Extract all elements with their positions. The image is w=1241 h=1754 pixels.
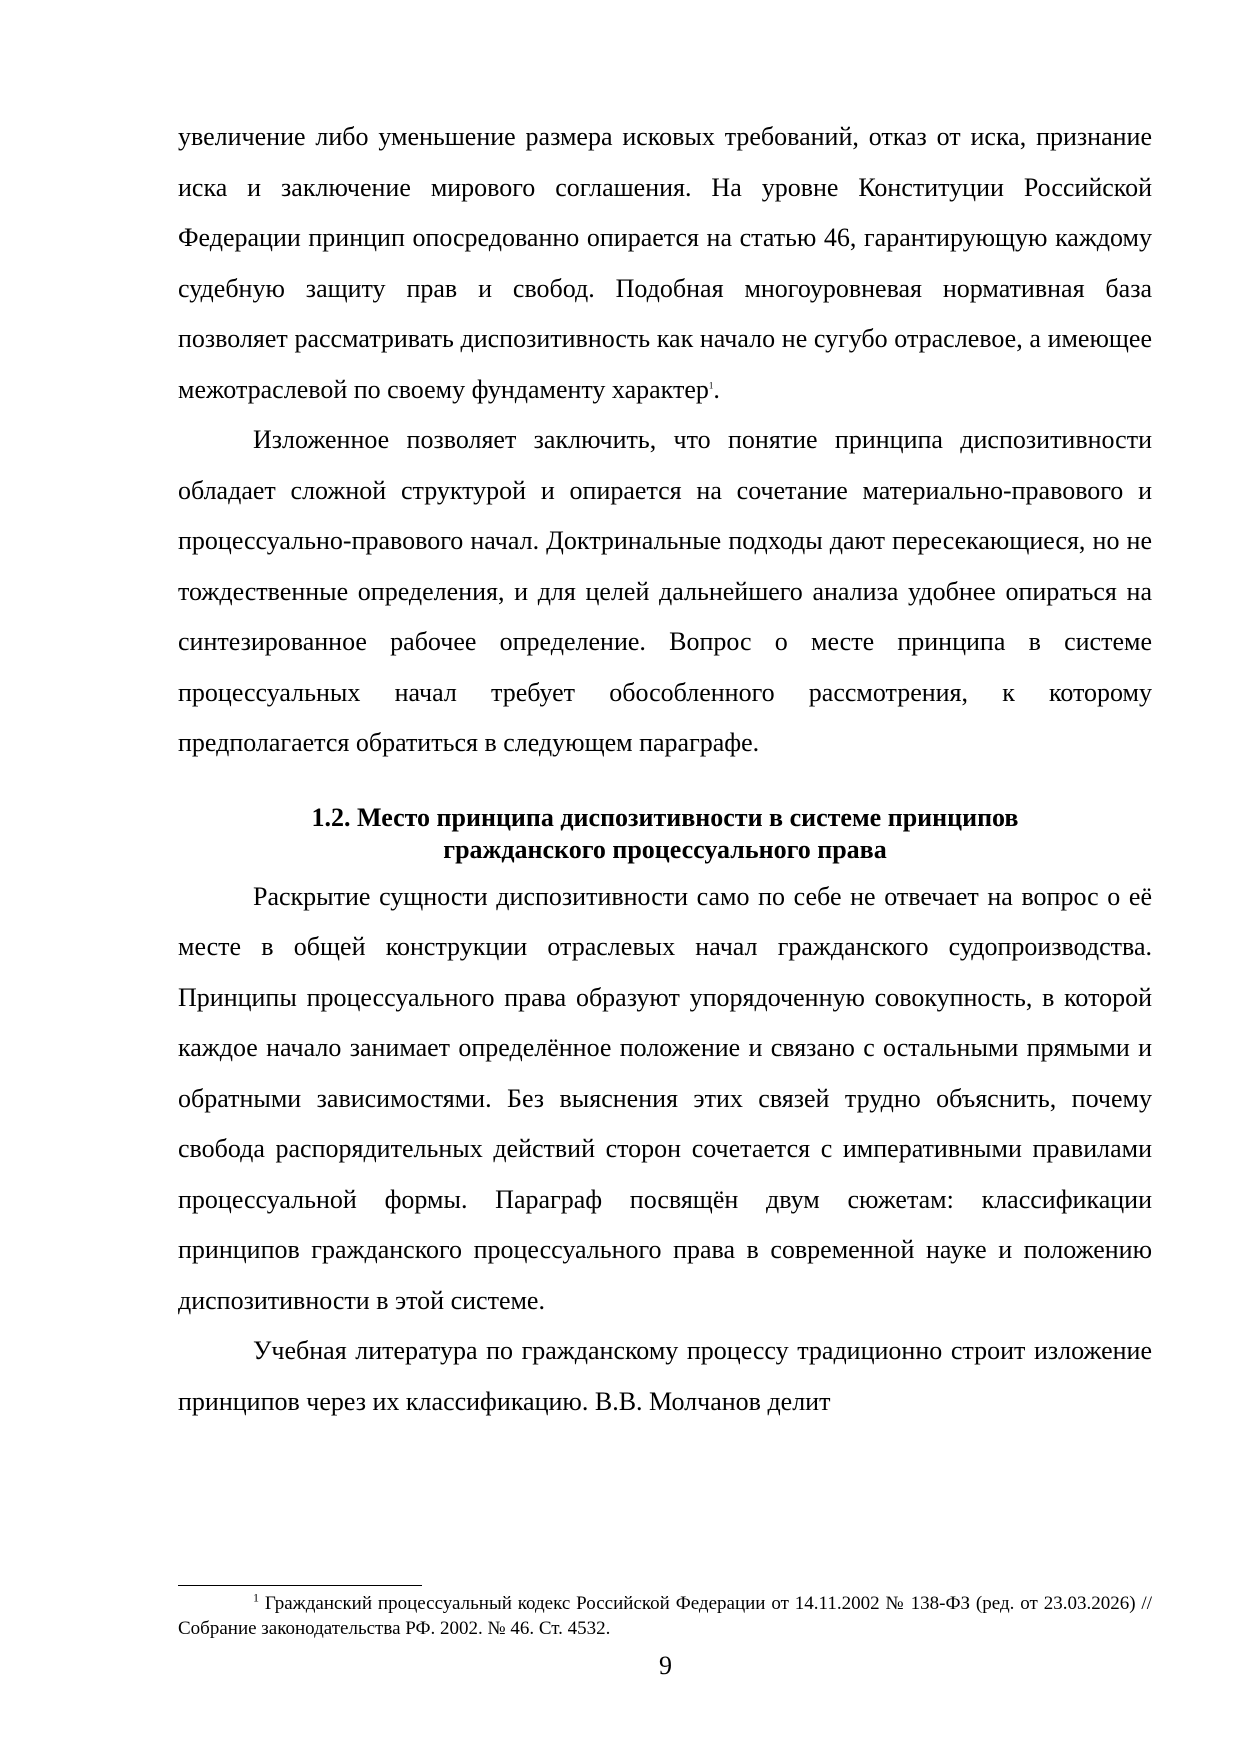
paragraph-4 (178, 1326, 1152, 1427)
paragraph-4-text: Учебная литература по гражданскому процессу традиционно строит изложение принципов через их классификацию. В.В. Молчанов делит (178, 1336, 1152, 1416)
paragraph-1 (178, 112, 1152, 415)
footnote-number: 1 (253, 1590, 259, 1605)
paragraph-3-text: Раскрытие сущности диспозитивности само по себе не отвечает на вопрос о её месте в общей конструкции отраслевых начал гражданского судопроизводства. Принципы процессуального права образуют упорядоченную совокупность, в которой каждое начало занимает определённое положение и связано с остальными прямыми и обратными зависимостями. Без выяснения этих связей трудно объяснить, почему свобода распорядительных действий сторон сочетается с императивными правилами процессуальной формы. Параграф посвящён двум сюжетам: классификации принципов гражданского процессуального права в современной науке и положению диспозитивности в этой системе. (178, 881, 1152, 1315)
paragraph-1-text: увеличение либо уменьшение размера исковых требований, отказ от иска, признание иска и заключение мирового соглашения. На уровне Конституции Российской Федерации принцип опосредованно опирается на статью 46, гарантирующую каждому судебную защиту прав и свобод. Подобная многоуровневая нормативная база позволяет рассматривать диспозитивность как начало не сугубо отраслевое, а имеющее межотраслевой по своему фундаменту характер (178, 122, 1152, 404)
footnote-separator (178, 1585, 422, 1586)
paragraph-2 (178, 415, 1152, 769)
paragraph-1-tail: . (713, 374, 720, 404)
paragraph-2-text: Изложенное позволяет заключить, что понятие принципа диспозитивности обладает сложной структурой и опирается на сочетание материально-правового и процессуально-правового начал. Доктринальные подходы дают пересекающиеся, но не тождественные определения, и для целей дальнейшего анализа удобнее опираться на синтезированное рабочее определение. Вопрос о месте принципа в системе процессуальных начал требует обособленного рассмотрения, к которому предполагается обратиться в следующем параграфе. (178, 425, 1152, 757)
footnote (178, 1591, 1152, 1641)
page-body (178, 112, 1152, 1427)
section-heading-line-2: гражданского процессуального права (443, 834, 887, 864)
section-heading-line-1: 1.2. Место принципа диспозитивности в системе принципов (311, 802, 1019, 832)
paragraph-3 (178, 872, 1152, 1327)
page-number: 9 (659, 1651, 672, 1680)
footnote-text: Гражданский процессуальный кодекс Российской Федерации от 14.11.2002 № 138-ФЗ (ред. от 23.03.2026) // Собрание законодательства РФ. 2002. № 46. Ст. 4532. (178, 1593, 1152, 1639)
section-heading (178, 802, 1152, 866)
footnote-reference[interactable]: 1 (708, 379, 714, 390)
